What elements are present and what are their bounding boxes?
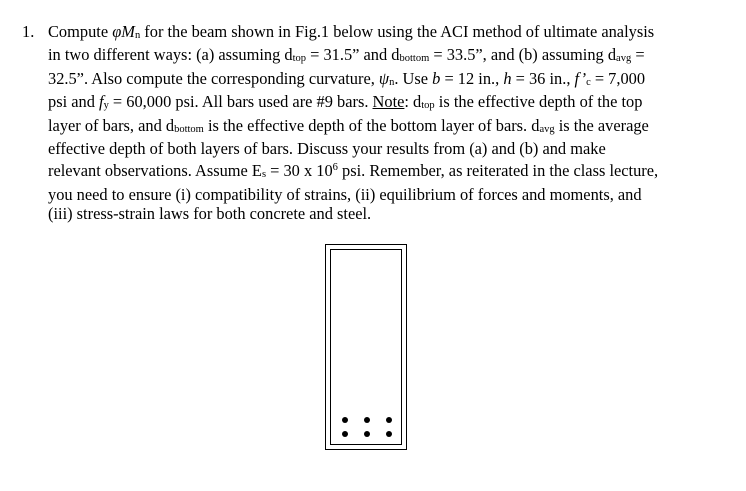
text-segment: c — [586, 76, 591, 88]
text-segment: layer of bars, and d — [48, 115, 175, 135]
problem-line — [48, 92, 722, 115]
problem-line — [48, 204, 722, 223]
problem-line — [48, 45, 722, 68]
rebar-dot — [364, 431, 370, 437]
text-segment: avg — [539, 123, 555, 135]
text-segment: 6 — [332, 162, 338, 174]
text-segment: in two different ways: (a) assuming d — [48, 45, 293, 65]
text-segment: psi. Remember, as reiterated in the class lecture, — [337, 161, 659, 181]
text-segment: b — [432, 68, 441, 88]
problem-line — [48, 139, 722, 158]
problem-line — [48, 158, 722, 184]
text-segment: h — [503, 68, 512, 88]
problem-line — [48, 22, 722, 45]
text-segment: f’ — [574, 68, 587, 88]
text-segment: f — [99, 92, 104, 112]
problem-statement — [22, 22, 722, 224]
text-segment: n — [389, 76, 395, 88]
problem-number: 1. — [22, 22, 35, 41]
text-segment: Compute — [48, 22, 113, 41]
text-segment: = 7,000 — [590, 68, 646, 88]
beam-cross-section-figure — [325, 244, 407, 450]
text-segment: φM — [112, 22, 135, 41]
text-segment: . Use — [394, 68, 433, 88]
beam-inner-outline — [330, 249, 402, 445]
text-segment: effective depth of both layers of bars. Discuss your results from (a) and (b) and make — [48, 139, 606, 159]
rebar-dot — [386, 417, 392, 423]
text-segment: = 60,000 psi. All bars used are #9 bars. — [108, 92, 373, 112]
text-segment: = 33.5”, and (b) assuming d — [429, 45, 617, 65]
rebar-dot — [364, 417, 370, 423]
rebar-dot — [386, 431, 392, 437]
text-segment: 32.5”. Also compute the corresponding curvature, — [48, 68, 379, 88]
text-segment: bottom — [174, 123, 204, 135]
problem-line — [48, 185, 722, 204]
rebar-dot — [342, 431, 348, 437]
problem-line — [48, 116, 722, 139]
text-segment: is the effective depth of the bottom layer of bars. d — [203, 115, 540, 135]
text-segment: top — [292, 53, 307, 65]
rebar-dot — [342, 417, 348, 423]
text-segment: relevant observations. Assume E — [48, 161, 262, 181]
text-segment: : d — [404, 92, 422, 112]
text-segment: is the average — [554, 115, 649, 135]
text-segment: n — [134, 30, 141, 41]
text-segment: Note — [372, 92, 405, 112]
text-segment: psi and — [48, 92, 99, 112]
text-segment: = — [631, 45, 645, 65]
text-segment: = 30 x 10 — [266, 161, 333, 181]
text-segment: = 31.5” and d — [306, 45, 400, 65]
text-segment: avg — [616, 53, 632, 65]
text-segment: = 36 in., — [511, 68, 575, 88]
text-segment: top — [421, 100, 435, 112]
text-segment: bottom — [399, 53, 430, 65]
text-segment: is the effective depth of the top — [434, 92, 643, 112]
text-segment: ψ — [378, 68, 390, 88]
problem-line — [48, 69, 722, 92]
text-segment: (iii) stress-strain laws for both concrete and steel. — [48, 204, 372, 224]
text-segment: = 12 in., — [440, 68, 504, 88]
text-segment: s — [261, 169, 267, 181]
text-segment: you need to ensure (i) compatibility of strains, (ii) equilibrium of forces and moments, and — [48, 184, 642, 204]
text-segment: for the beam shown in Fig.1 below using the ACI method of ultimate analysis — [140, 22, 655, 41]
problem-text — [48, 22, 722, 224]
text-segment: y — [103, 100, 109, 112]
